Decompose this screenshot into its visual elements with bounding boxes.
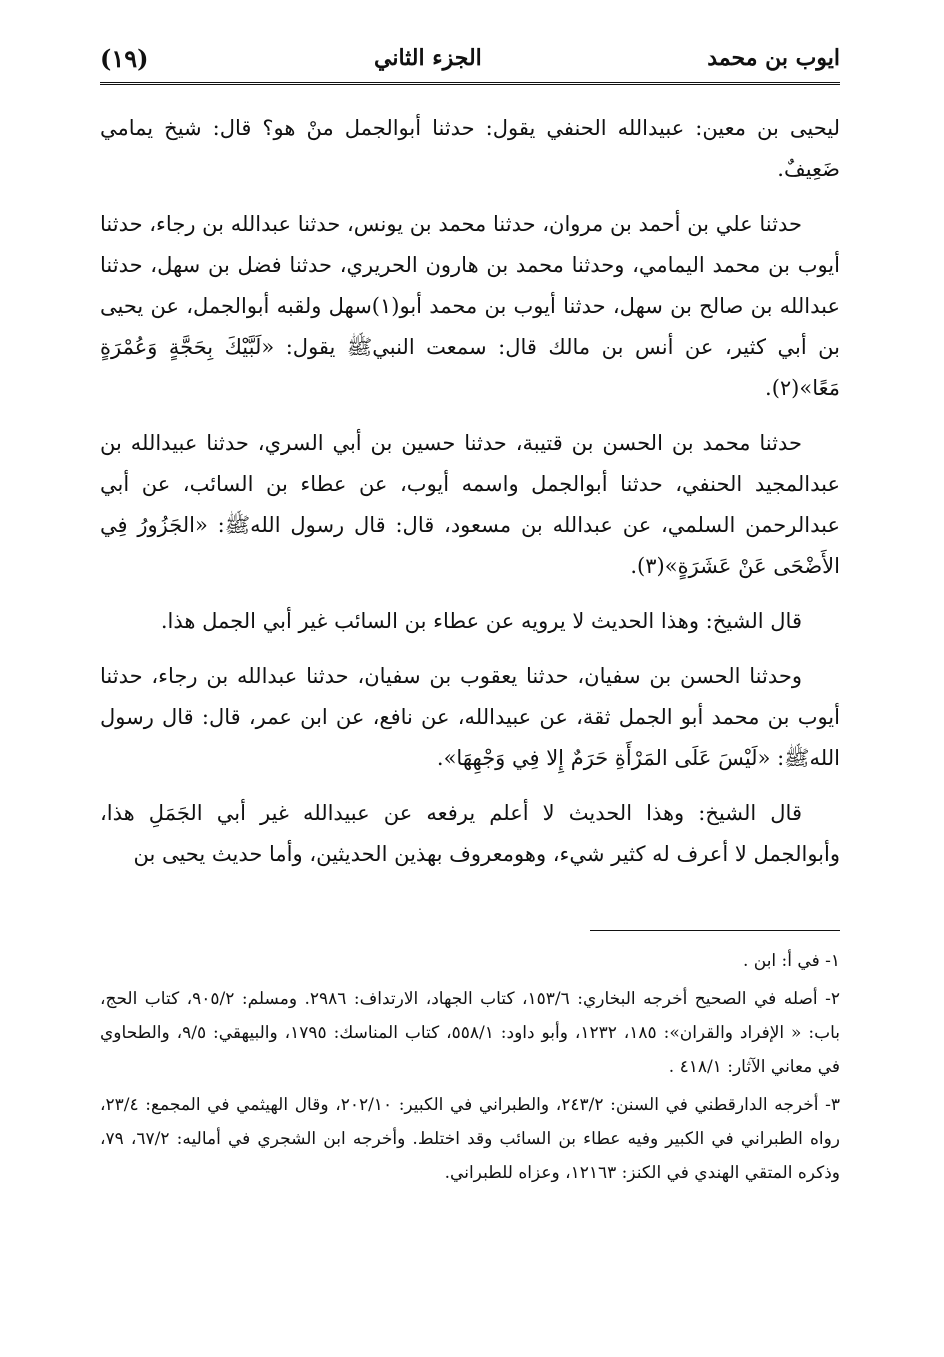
paragraph: ليحيى بن معين: عبيدالله الحنفي يقول: حدثنا أبوالجمل منْ هو؟ قال: شيخ يمامي ضَعِيفٌ. [100,116,840,181]
part-title: الجزء الثاني [373,45,482,71]
footnote-item: ٢- أصله في الصحيح أخرجه البخاري: ١٥٣/٦، كتاب الجهاد، الارتداف: ٢٩٨٦. ومسلم: ٩٠٥/٢، كتاب الحج، باب: « الإفراد والقران»: ١٨٥، ١٢٣٢، وأبو داود: ٥٥٨/١، كتاب المناسك: ١٧٩٥، والبيهقي: ٩/٥، والطحاوي في معاني الآثار: ٤١٨/١ . [100,989,841,1077]
footnote-item: ٣- أخرجه الدارقطني في السنن: ٢٤٣/٢، والطبراني في الكبير: ٢٠٢/١٠، وقال الهيثمي في المجمع: ٢٣/٤، رواه الطبراني في الكبير وفيه عطاء بن السائب وقد اختلط. وأخرجه ابن الشجري في أماليه: ٦٧/٢، ٧٩، وذكره المتقي الهندي في الكنز: ١٢١٦٣، وعزاه للطبراني. [100,1095,840,1183]
main-text [100,108,840,889]
running-title: ايوب بن محمد [707,45,840,71]
paragraph: قال الشيخ: وهذا الحديث لا يرويه عن عطاء بن السائب غير أبي الجمل هذا. [160,609,802,633]
page-header [100,38,840,78]
header-divider [100,82,840,85]
footnotes [100,944,840,1194]
paragraph: قال الشيخ: وهذا الحديث لا أعلم يرفعه عن عبيدالله غير أبي الجَمَلِ هذا، وأبوالجمل لا أعرف له كثير شيء، وهومعروف بهذين الحديثين، وأما حديث يحيى بن [100,801,840,866]
paragraph: حدثنا علي بن أحمد بن مروان، حدثنا محمد بن يونس، حدثنا عبدالله بن رجاء، حدثنا أيوب بن محمد اليمامي، وحدثنا محمد بن هارون الحريري، حدثنا فضل بن سهل، حدثنا عبدالله بن صالح بن سهل، حدثنا أيوب بن محمد أبو(١)سهل ولقبه أبوالجمل، عن يحيى بن أبي كثير، عن أنس بن مالك قال: سمعت النبيﷺ يقول: «لَبَّيْكَ بِحَجَّةٍ وَعُمْرَةٍ مَعًا»(٢). [100,212,840,400]
page-number: (١٩) [100,43,149,73]
footnote-divider [590,930,840,931]
paragraph: وحدثنا الحسن بن سفيان، حدثنا يعقوب بن سفيان، حدثنا عبدالله بن رجاء، حدثنا أيوب بن محمد أبو الجمل ثقة، عن عبيدالله، عن نافع، عن ابن عمر، قال: قال رسول اللهﷺ: «لَيْسَ عَلَى المَرْأَةِ حَرَمٌ إِلا فِي وَجْهِهَا». [100,664,840,770]
footnote-item: ١- في أ: ابن . [742,951,840,971]
paragraph: حدثنا محمد بن الحسن بن قتيبة، حدثنا حسين بن أبي السري، حدثنا عبيدالله بن عبدالمجيد الحنفي، حدثنا أبوالجمل واسمه أيوب، عن عطاء بن السائب، عن أبي عبدالرحمن السلمي، عن عبدالله بن مسعود، قال: قال رسول اللهﷺ: «الجَزُورُ فِي الأَضْحَى عَنْ عَشَرَةٍ»(٣). [100,431,840,578]
